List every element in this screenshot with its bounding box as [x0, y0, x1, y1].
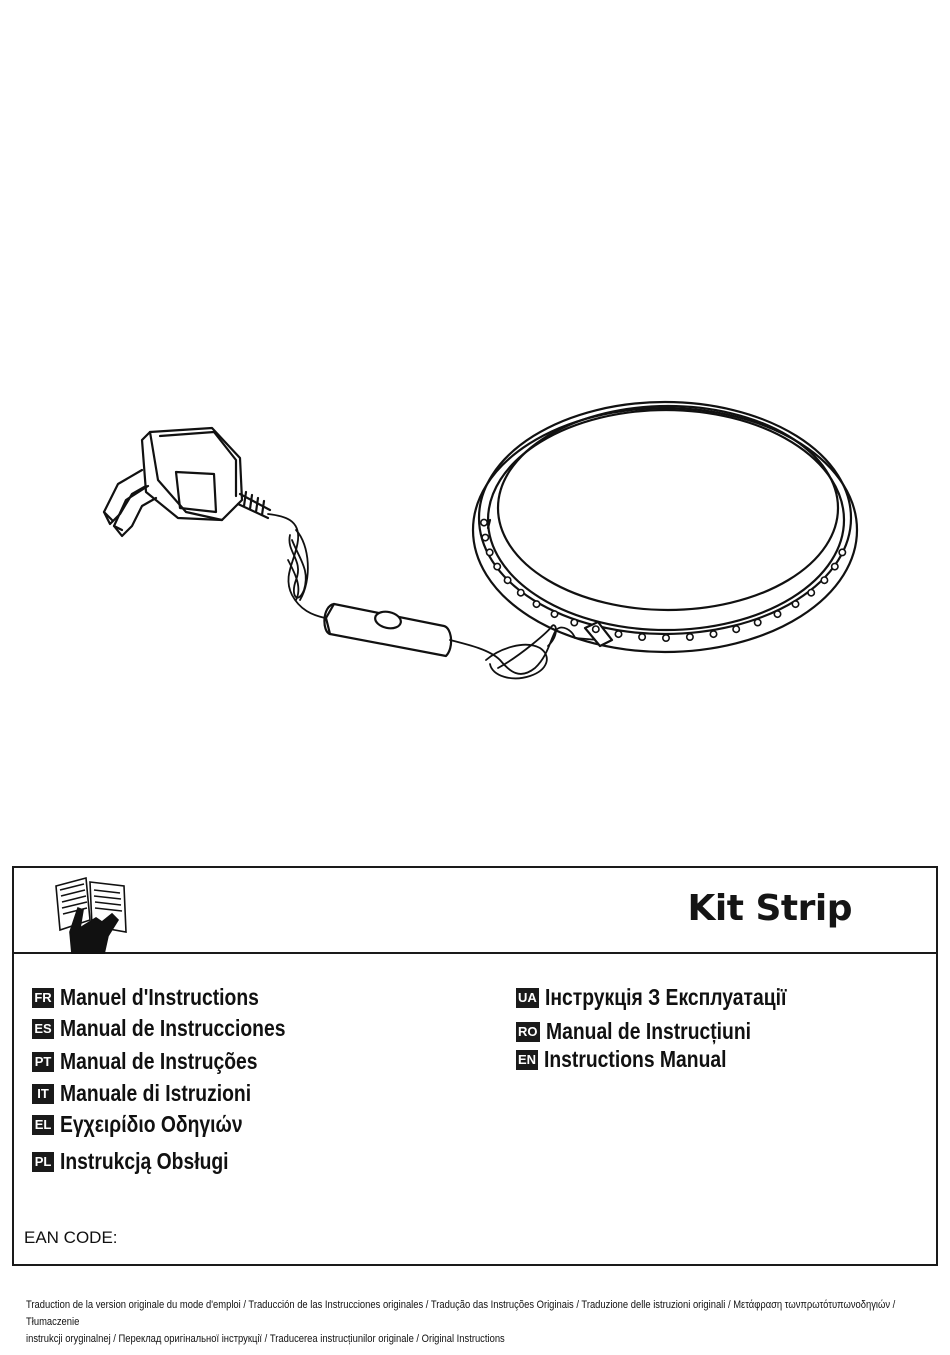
language-code-badge: UA: [516, 988, 539, 1008]
cable-coil: [450, 625, 598, 678]
language-label: Εγχειρίδιο Οδηγιών: [60, 1111, 243, 1137]
inline-switch: [324, 604, 451, 656]
footer-line: Traduction de la version originale du mode d'emploi / Traducción de las Instrucciones originales / Tradução das Instruções Originais / Traduzione delle istruzioni originali / Μετάφραση τωνπρωτότυπωνοδηγιών / Tłumaczenie: [26, 1299, 896, 1328]
language-label: Manual de Instrucciones: [60, 1015, 286, 1041]
language-code-badge: RO: [516, 1022, 540, 1042]
led-diode: [687, 634, 693, 640]
language-item-fr: [32, 984, 297, 1011]
led-diode: [639, 634, 645, 640]
language-code-badge: IT: [32, 1084, 54, 1104]
language-label: Instructions Manual: [544, 1046, 727, 1072]
language-code-badge: PL: [32, 1152, 54, 1172]
box-header: [14, 868, 936, 954]
led-diode: [518, 590, 524, 596]
language-item-el: [32, 1111, 277, 1138]
language-item-pt: [32, 1048, 295, 1075]
language-code-badge: EL: [32, 1115, 54, 1135]
led-diode: [571, 619, 577, 625]
language-label: Manual de Instruções: [60, 1048, 258, 1074]
language-label: Manuale di Istruzioni: [60, 1080, 252, 1106]
led-diode: [481, 519, 487, 525]
led-diode: [792, 601, 798, 607]
led-diode: [839, 549, 845, 555]
led-diode: [832, 563, 838, 569]
language-label: Instrukcją Obsługi: [60, 1148, 229, 1174]
led-diode: [808, 590, 814, 596]
product-info-box: [12, 866, 938, 1266]
language-code-badge: FR: [32, 988, 54, 1008]
ean-code-label: EAN CODE:: [24, 1228, 118, 1247]
language-item-it: [32, 1080, 287, 1107]
led-diode: [821, 577, 827, 583]
led-diode: [533, 601, 539, 607]
manual-hand-icon: [50, 874, 136, 954]
language-item-ro: [516, 1018, 790, 1045]
led-diode: [487, 549, 493, 555]
footer-line: instrukcji oryginalnej / Переклад оригінальної інструкції / Traducerea instrucțiunilor originale / Original Instructions: [26, 1333, 505, 1345]
language-code-badge: PT: [32, 1052, 54, 1072]
led-diode: [551, 611, 557, 617]
led-diode: [593, 626, 599, 632]
language-item-es: [32, 1015, 328, 1042]
footer-translation-note: [26, 1297, 924, 1348]
led-diode: [733, 626, 739, 632]
led-diode: [755, 619, 761, 625]
led-diode: [710, 631, 716, 637]
language-item-en: [516, 1046, 761, 1073]
led-diode: [482, 534, 488, 540]
led-diode: [663, 635, 669, 641]
language-item-ua: [516, 984, 832, 1011]
language-label: Manual de Instrucțiuni: [545, 1018, 751, 1044]
led-diode: [615, 631, 621, 637]
language-item-pl: [32, 1148, 261, 1175]
led-strip-coil: [473, 402, 857, 652]
led-diode: [774, 611, 780, 617]
language-code-badge: ES: [32, 1019, 54, 1039]
led-diode: [494, 563, 500, 569]
cable-coil: [268, 514, 325, 618]
product-title: Kit Strip: [687, 888, 852, 929]
power-adapter: [104, 428, 270, 536]
language-label: Інструкція З Експлуатації: [544, 984, 787, 1010]
language-label: Manuel d'Instructions: [60, 984, 259, 1010]
language-code-badge: EN: [516, 1050, 538, 1070]
led-diode: [504, 577, 510, 583]
